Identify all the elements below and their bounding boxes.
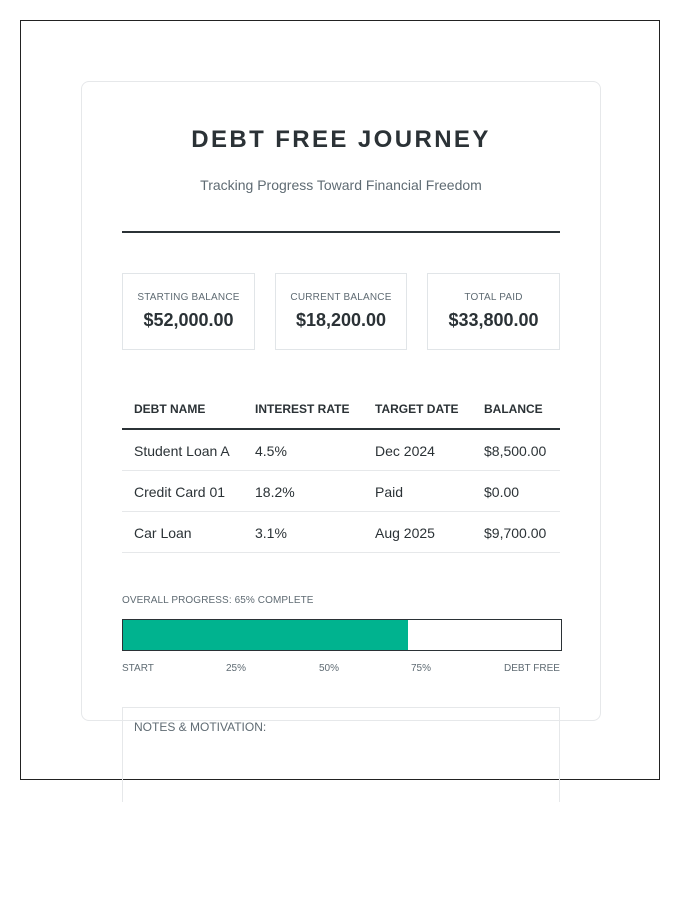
stat-total-paid <box>427 273 560 350</box>
progress-label: OVERALL PROGRESS: 65% COMPLETE <box>122 595 314 606</box>
progress-marker-50: 50% <box>319 663 340 674</box>
stat-value: $52,000.00 <box>143 310 234 330</box>
stat-starting-balance <box>122 273 255 350</box>
progress-bar-fill <box>123 620 408 650</box>
progress-marker-start: START <box>122 663 154 674</box>
cell-interest-rate: 3.1% <box>255 525 287 541</box>
table-row <box>122 430 560 471</box>
cell-debt-name: Student Loan A <box>134 443 230 459</box>
column-header-balance: BALANCE <box>484 402 543 416</box>
stat-label: STARTING BALANCE <box>137 292 240 303</box>
notes-label: NOTES & MOTIVATION: <box>134 720 267 734</box>
progress-marker-25: 25% <box>226 663 247 674</box>
cell-target-date: Dec 2024 <box>375 443 435 459</box>
stat-label: TOTAL PAID <box>464 292 523 303</box>
cell-debt-name: Credit Card 01 <box>134 484 226 500</box>
table-row <box>122 512 560 553</box>
stat-current-balance <box>275 273 407 350</box>
notes-box[interactable] <box>122 707 560 802</box>
cell-debt-name: Car Loan <box>134 525 192 541</box>
page-subtitle: Tracking Progress Toward Financial Freedom <box>200 177 482 193</box>
progress-marker-debt-free: DEBT FREE <box>504 663 560 674</box>
column-header-debt-name: DEBT NAME <box>134 402 206 416</box>
stat-value: $33,800.00 <box>448 310 539 330</box>
progress-bar <box>122 619 562 651</box>
debt-table <box>122 389 560 553</box>
column-header-target-date: TARGET DATE <box>375 402 459 416</box>
table-header <box>122 389 560 430</box>
cell-balance: $9,700.00 <box>484 525 547 541</box>
stat-value: $18,200.00 <box>295 310 387 330</box>
title-divider <box>122 231 560 233</box>
cell-target-date: Aug 2025 <box>375 525 435 541</box>
stat-label: CURRENT BALANCE <box>290 292 392 303</box>
progress-marker-75: 75% <box>411 663 432 674</box>
cell-interest-rate: 4.5% <box>255 443 287 459</box>
page-title: DEBT FREE JOURNEY <box>191 126 491 153</box>
cell-target-date: Paid <box>375 484 404 500</box>
cell-balance: $8,500.00 <box>484 443 547 459</box>
cell-interest-rate: 18.2% <box>255 484 295 500</box>
table-row <box>122 471 560 512</box>
cell-balance: $0.00 <box>484 484 520 500</box>
column-header-interest-rate: INTEREST RATE <box>255 402 350 416</box>
